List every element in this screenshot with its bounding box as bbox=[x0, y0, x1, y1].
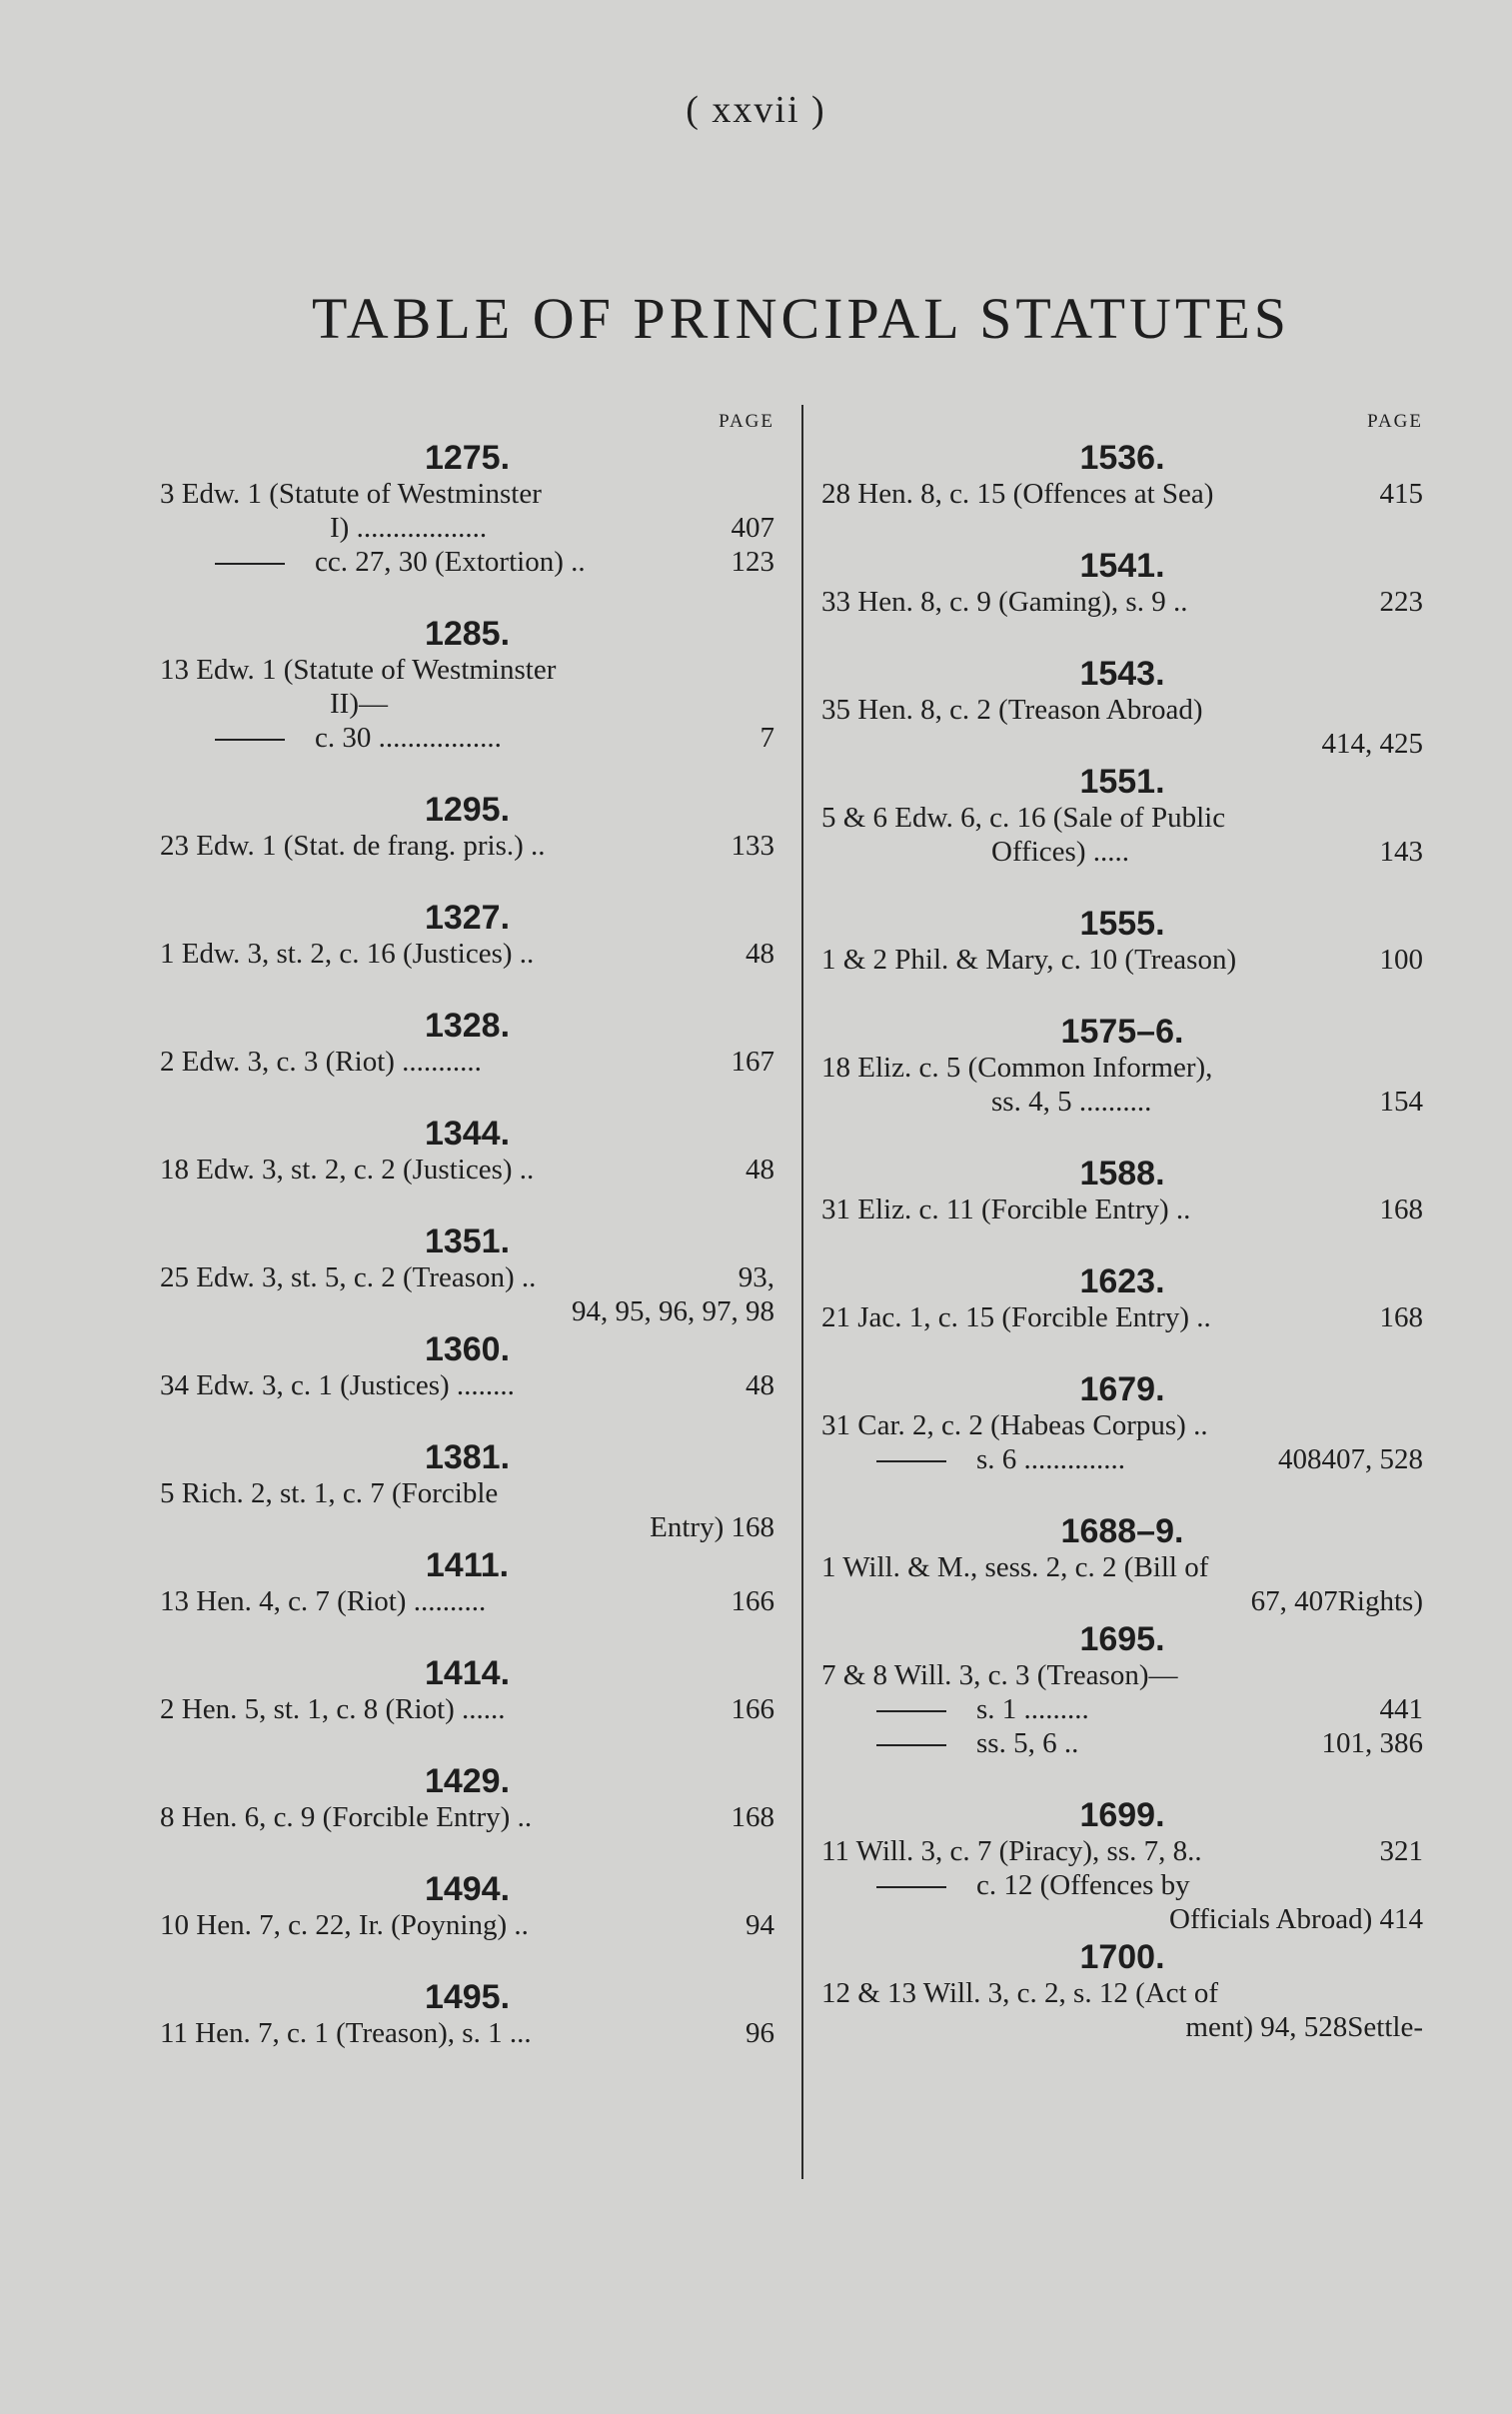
statute-page-reference: 94 bbox=[746, 1909, 774, 1941]
statute-year-group bbox=[821, 1013, 1423, 1119]
statute-citation: I) .................. bbox=[330, 512, 488, 544]
statute-entry bbox=[160, 1584, 774, 1618]
statute-year-group bbox=[821, 1938, 1423, 2043]
statute-page-reference: 167 bbox=[731, 1046, 774, 1078]
statute-entry bbox=[821, 1834, 1423, 1868]
statute-entry bbox=[821, 1300, 1423, 1334]
group-spacer bbox=[821, 1334, 1423, 1370]
statute-entry bbox=[160, 687, 774, 721]
ditto-dash bbox=[215, 563, 285, 565]
group-spacer bbox=[160, 1079, 774, 1115]
statute-year: 1344. bbox=[424, 1115, 511, 1153]
statute-page-reference: 166 bbox=[731, 1585, 774, 1617]
statute-year: 1414. bbox=[424, 1654, 511, 1692]
statute-entry bbox=[821, 1868, 1423, 1902]
group-spacer bbox=[821, 1760, 1423, 1796]
group-spacer bbox=[160, 1402, 774, 1438]
statute-entry bbox=[821, 943, 1423, 977]
page-number: ( xxvii ) bbox=[686, 89, 826, 131]
statute-year-group bbox=[160, 1007, 774, 1079]
statute-year-group bbox=[160, 1222, 774, 1327]
group-spacer bbox=[160, 1942, 774, 1978]
statute-page-reference: 48 bbox=[746, 1154, 774, 1186]
statute-page-reference: 441 bbox=[1379, 1693, 1423, 1725]
statute-year: 1285. bbox=[424, 615, 511, 653]
statute-year: 1688–9. bbox=[1060, 1512, 1184, 1550]
statute-entry bbox=[821, 801, 1423, 835]
statute-page-reference: 168 bbox=[731, 1801, 774, 1833]
statute-page-reference: 67, 407 bbox=[1250, 1585, 1338, 1617]
statute-page-reference: 408 bbox=[1278, 1443, 1322, 1475]
group-spacer bbox=[821, 977, 1423, 1013]
group-spacer bbox=[160, 1618, 774, 1654]
statute-page-reference: Officials Abroad) 414 bbox=[1169, 1903, 1423, 1935]
statute-year: 1328. bbox=[424, 1007, 511, 1045]
statute-entry bbox=[160, 1045, 774, 1079]
statute-page-reference: 154 bbox=[1379, 1086, 1423, 1118]
statute-page-reference: 223 bbox=[1379, 586, 1423, 618]
statute-year-group bbox=[160, 791, 774, 863]
statute-entry bbox=[821, 1550, 1423, 1584]
statute-citation: 25 Edw. 3, st. 5, c. 2 (Treason) .. bbox=[160, 1261, 537, 1293]
statute-year-group bbox=[821, 1512, 1423, 1617]
statute-citation: 18 Eliz. c. 5 (Common Informer), bbox=[821, 1052, 1213, 1084]
group-spacer bbox=[821, 1226, 1423, 1262]
statute-year-group bbox=[821, 905, 1423, 977]
statute-year-group bbox=[821, 1370, 1423, 1476]
statute-citation: 28 Hen. 8, c. 15 (Offences at Sea) bbox=[821, 478, 1214, 510]
statute-year: 1679. bbox=[1079, 1370, 1165, 1408]
statute-citation: 33 Hen. 8, c. 9 (Gaming), s. 9 .. bbox=[821, 586, 1188, 618]
statute-entry bbox=[821, 1193, 1423, 1226]
statute-page-reference: 168 bbox=[1379, 1301, 1423, 1333]
statute-page-reference: Settle- bbox=[1347, 2011, 1423, 2043]
statute-page-reference: 101, 386 bbox=[1321, 1727, 1423, 1759]
statute-year: 1275. bbox=[424, 439, 511, 477]
group-spacer bbox=[160, 755, 774, 791]
column-divider bbox=[801, 405, 803, 2179]
statute-page-reference: 407 bbox=[731, 512, 774, 544]
statute-entry bbox=[821, 1085, 1423, 1119]
statute-citation: 8 Hen. 6, c. 9 (Forcible Entry) .. bbox=[160, 1801, 533, 1833]
page-title: TABLE OF PRINCIPAL STATUTES bbox=[311, 286, 1291, 351]
statute-year-group bbox=[821, 547, 1423, 619]
ditto-dash bbox=[876, 1886, 946, 1888]
statute-entry bbox=[160, 1260, 774, 1294]
statute-citation: 12 & 13 Will. 3, c. 2, s. 12 (Act of bbox=[821, 1977, 1219, 2009]
statute-entry bbox=[821, 835, 1423, 869]
ditto-dash bbox=[215, 739, 285, 741]
statute-year-group bbox=[821, 1796, 1423, 1935]
statute-citation: 31 Eliz. c. 11 (Forcible Entry) .. bbox=[821, 1194, 1191, 1225]
statute-page-reference: 143 bbox=[1379, 836, 1423, 868]
statute-entry bbox=[821, 1408, 1423, 1442]
statute-citation: 5 Rich. 2, st. 1, c. 7 (Forcible bbox=[160, 1477, 499, 1509]
page-column-label: PAGE bbox=[1367, 411, 1423, 432]
statute-year-group bbox=[160, 1115, 774, 1187]
statute-citation: c. 30 ................. bbox=[315, 722, 502, 754]
statute-year: 1541. bbox=[1079, 547, 1165, 585]
ditto-dash bbox=[876, 1710, 946, 1712]
statute-citation: 1 & 2 Phil. & Mary, c. 10 (Treason) bbox=[821, 944, 1237, 976]
statute-entry bbox=[160, 829, 774, 863]
statute-citation: 21 Jac. 1, c. 15 (Forcible Entry) .. bbox=[821, 1301, 1211, 1333]
statute-entry bbox=[821, 693, 1423, 727]
ditto-dash bbox=[876, 1460, 946, 1462]
group-spacer bbox=[821, 619, 1423, 655]
statute-year: 1411. bbox=[425, 1546, 510, 1584]
statute-entry bbox=[160, 545, 774, 579]
statute-entry bbox=[160, 1908, 774, 1942]
statute-citation: 13 Hen. 4, c. 7 (Riot) .......... bbox=[160, 1585, 487, 1617]
statute-citation: 7 & 8 Will. 3, c. 3 (Treason)— bbox=[821, 1659, 1178, 1691]
statute-citation: ss. 4, 5 .......... bbox=[991, 1086, 1152, 1118]
statute-year: 1429. bbox=[424, 1762, 511, 1800]
statute-page-reference: 100 bbox=[1379, 944, 1423, 976]
statute-year: 1351. bbox=[424, 1222, 511, 1260]
statute-citation: 2 Hen. 5, st. 1, c. 8 (Riot) ...... bbox=[160, 1693, 506, 1725]
group-spacer bbox=[821, 1476, 1423, 1512]
statute-entry bbox=[160, 1153, 774, 1187]
statute-year: 1327. bbox=[424, 899, 511, 937]
statute-citation: 5 & 6 Edw. 6, c. 16 (Sale of Public bbox=[821, 802, 1226, 834]
left-column bbox=[160, 405, 774, 2086]
statute-citation: cc. 27, 30 (Extortion) .. bbox=[315, 546, 586, 578]
statute-page-reference: 94, 95, 96, 97, 98 bbox=[572, 1295, 774, 1327]
statute-page-reference: Rights) bbox=[1337, 1585, 1423, 1617]
statute-page-reference: 414, 425 bbox=[1321, 728, 1423, 760]
statute-citation: 10 Hen. 7, c. 22, Ir. (Poyning) .. bbox=[160, 1909, 529, 1941]
statute-year: 1700. bbox=[1079, 1938, 1165, 1976]
statute-page-reference: 48 bbox=[746, 1369, 774, 1401]
statute-entry bbox=[821, 1051, 1423, 1085]
statute-citation: 23 Edw. 1 (Stat. de frang. pris.) .. bbox=[160, 830, 546, 862]
statute-year-group bbox=[160, 1330, 774, 1402]
statute-page-reference: ment) 94, 528 bbox=[1185, 2011, 1348, 2043]
statute-year: 1543. bbox=[1079, 655, 1165, 693]
statute-citation: 13 Edw. 1 (Statute of Westminster bbox=[160, 654, 557, 686]
statute-year-group bbox=[821, 763, 1423, 869]
statute-year: 1695. bbox=[1079, 1620, 1165, 1658]
statute-entry bbox=[160, 653, 774, 687]
statute-year: 1699. bbox=[1079, 1796, 1165, 1834]
statute-page-reference: 321 bbox=[1379, 1835, 1423, 1867]
statute-citation: ss. 5, 6 .. bbox=[976, 1727, 1079, 1759]
statute-entry bbox=[821, 1658, 1423, 1692]
page-column-label: PAGE bbox=[719, 411, 774, 432]
statute-entry bbox=[160, 1800, 774, 1834]
statute-year-group bbox=[160, 899, 774, 971]
statute-entry bbox=[160, 721, 774, 755]
statute-citation: 11 Hen. 7, c. 1 (Treason), s. 1 ... bbox=[160, 2017, 532, 2049]
statute-year-group bbox=[821, 655, 1423, 760]
statute-year-group bbox=[160, 615, 774, 755]
statute-citation: 18 Edw. 3, st. 2, c. 2 (Justices) .. bbox=[160, 1154, 535, 1186]
statute-citation: s. 6 .............. bbox=[976, 1443, 1126, 1475]
statute-page-reference: 133 bbox=[731, 830, 774, 862]
statute-citation: II)— bbox=[330, 688, 388, 720]
statute-year: 1495. bbox=[424, 1978, 511, 2016]
statute-year: 1588. bbox=[1079, 1155, 1165, 1193]
statute-year-group bbox=[160, 439, 774, 579]
statute-entry bbox=[821, 1976, 1423, 2010]
ditto-dash bbox=[876, 1744, 946, 1746]
statute-entry bbox=[821, 585, 1423, 619]
group-spacer bbox=[160, 971, 774, 1007]
statute-year-group bbox=[160, 1762, 774, 1834]
group-spacer bbox=[821, 869, 1423, 905]
statute-citation: 2 Edw. 3, c. 3 (Riot) ........... bbox=[160, 1046, 482, 1078]
statute-page-reference: 96 bbox=[746, 2017, 774, 2049]
statute-entry bbox=[160, 1476, 774, 1510]
statute-citation: 11 Will. 3, c. 7 (Piracy), ss. 7, 8.. bbox=[821, 1835, 1202, 1867]
statute-year-group bbox=[160, 1654, 774, 1726]
statute-entry bbox=[821, 1692, 1423, 1726]
statute-year-group bbox=[160, 1978, 774, 2050]
statute-citation: 34 Edw. 3, c. 1 (Justices) ........ bbox=[160, 1369, 515, 1401]
statute-citation: 31 Car. 2, c. 2 (Habeas Corpus) .. bbox=[821, 1409, 1208, 1441]
statute-year-group bbox=[821, 1155, 1423, 1226]
statute-citation: 35 Hen. 8, c. 2 (Treason Abroad) bbox=[821, 694, 1203, 726]
statute-year: 1295. bbox=[424, 791, 511, 829]
statute-page-reference: 48 bbox=[746, 938, 774, 970]
statute-page-reference: 7 bbox=[759, 722, 774, 754]
statute-citation: s. 1 ......... bbox=[976, 1693, 1089, 1725]
group-spacer bbox=[821, 511, 1423, 547]
statute-citation: 3 Edw. 1 (Statute of Westminster bbox=[160, 478, 542, 510]
statute-year-group bbox=[821, 1620, 1423, 1760]
group-spacer bbox=[821, 1119, 1423, 1155]
statute-year: 1575–6. bbox=[1060, 1013, 1184, 1051]
statute-year-group bbox=[160, 1870, 774, 1942]
statute-entry bbox=[160, 2016, 774, 2050]
statute-year: 1555. bbox=[1079, 905, 1165, 943]
statute-page-reference: 168 bbox=[1379, 1194, 1423, 1225]
statute-entry bbox=[160, 511, 774, 545]
statute-year: 1536. bbox=[1079, 439, 1165, 477]
statute-entry bbox=[160, 937, 774, 971]
statute-page-reference: 123 bbox=[731, 546, 774, 578]
statute-page-reference: 93, bbox=[738, 1261, 774, 1293]
statute-page-reference: 166 bbox=[731, 1693, 774, 1725]
statute-year: 1551. bbox=[1079, 763, 1165, 801]
group-spacer bbox=[160, 863, 774, 899]
statute-entry bbox=[160, 1692, 774, 1726]
group-spacer bbox=[160, 1726, 774, 1762]
group-spacer bbox=[160, 2050, 774, 2086]
group-spacer bbox=[160, 1187, 774, 1222]
statute-citation: 1 Edw. 3, st. 2, c. 16 (Justices) .. bbox=[160, 938, 535, 970]
statute-year-group bbox=[821, 1262, 1423, 1334]
group-spacer bbox=[160, 1834, 774, 1870]
statute-citation: Offices) ..... bbox=[991, 836, 1129, 868]
group-spacer bbox=[160, 579, 774, 615]
statute-entry bbox=[160, 477, 774, 511]
statute-entry bbox=[821, 477, 1423, 511]
statute-page-reference: 415 bbox=[1379, 478, 1423, 510]
statute-year-group bbox=[821, 439, 1423, 511]
statute-year-group bbox=[160, 1438, 774, 1543]
statute-year: 1381. bbox=[424, 1438, 511, 1476]
statute-entry bbox=[160, 1368, 774, 1402]
statute-citation: 1 Will. & M., sess. 2, c. 2 (Bill of bbox=[821, 1551, 1209, 1583]
right-column bbox=[821, 405, 1423, 2046]
statute-year-group bbox=[160, 1546, 774, 1618]
statute-year: 1494. bbox=[424, 1870, 511, 1908]
statute-page-reference: 407, 528 bbox=[1321, 1443, 1423, 1475]
statute-year: 1360. bbox=[424, 1330, 511, 1368]
statute-year: 1623. bbox=[1079, 1262, 1165, 1300]
statute-page-reference: Entry) 168 bbox=[650, 1511, 774, 1543]
statute-citation: c. 12 (Offences by bbox=[976, 1869, 1190, 1901]
statute-entry bbox=[821, 1726, 1423, 1760]
